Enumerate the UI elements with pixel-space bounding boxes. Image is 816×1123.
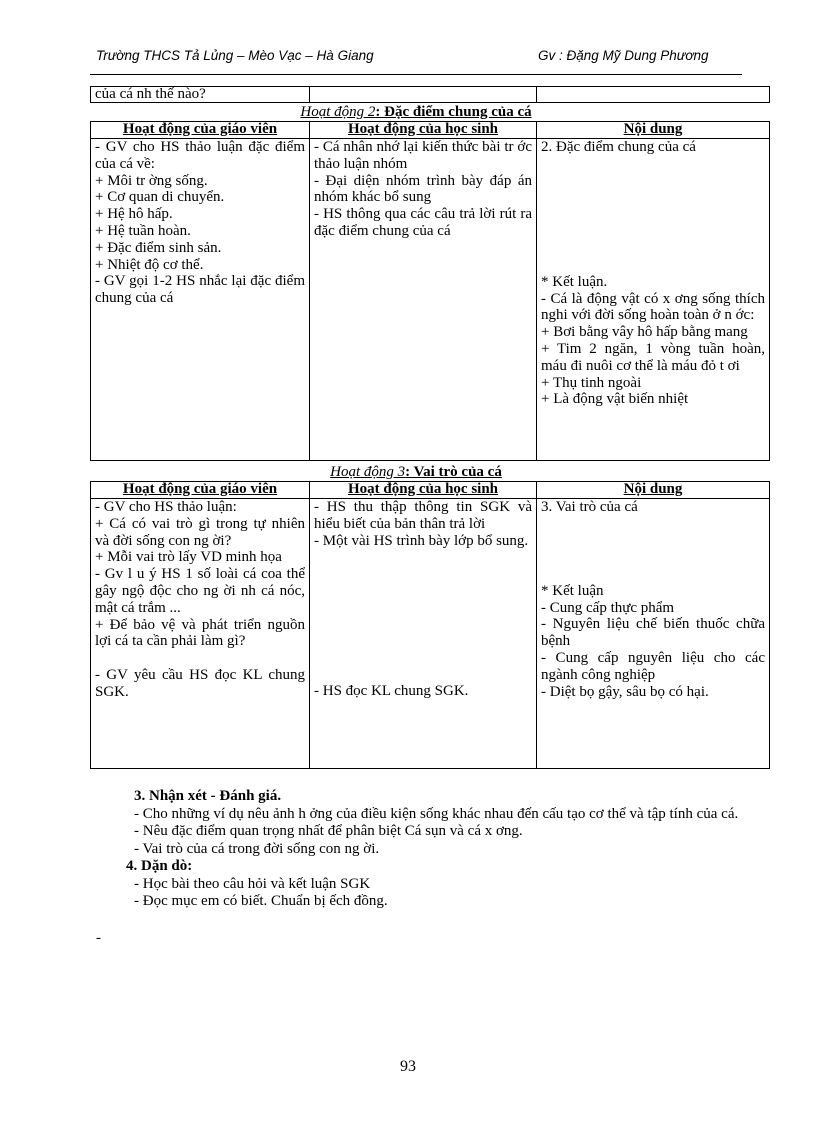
activity2-content-cell: 2. Đặc điểm chung của cá * Kết luận. - Cá là động vật có x ơng sống thích nghi với đời sống hoàn toàn ở n ớc: + Bơi bằng vây hô hấp bằng mang + Tim 2 ngăn, 1 vòng tuần hoàn, máu đi nuôi cơ thể là máu đỏ t ơi + Thụ tinh ngoài + Là động vật biến nhiệt <box>537 139 770 461</box>
activity2-table <box>90 121 770 461</box>
stray-dash: - <box>96 930 101 946</box>
school-name: Trường THCS Tả Lủng – Mèo Vạc – Hà Giang <box>96 48 374 63</box>
section4-item-1: - Học bài theo câu hỏi và kết luận SGK <box>134 875 371 892</box>
section3-item-3: - Vai trò của cá trong đời sống con ng ời. <box>134 840 380 857</box>
section4-title: 4. Dặn dò: <box>126 858 193 874</box>
remnant-cell-3 <box>537 87 770 103</box>
activity3-table <box>90 481 770 769</box>
activity3-title: Hoạt động 3: Vai trò của cá <box>330 464 502 480</box>
section3-item-1: - Cho những ví dụ nêu ảnh h ởng của điều kiện sống khác nhau đến cấu tạo cơ thể và tập tính của cá. <box>134 805 739 822</box>
activity2-title: Hoạt động 2: Đặc điểm chung của cá <box>300 104 532 120</box>
closing-sections <box>96 788 746 911</box>
activity3-student-cell: - HS thu thập thông tin SGK và hiểu biết của bản thân trả lời - Một vài HS trình bày lớp bổ sung. - HS đọc KL chung SGK. <box>310 499 537 769</box>
header-teacher: Hoạt động của giáo viên <box>91 122 310 139</box>
header-rule <box>90 74 742 75</box>
page-number: 93 <box>400 1058 416 1075</box>
page-header <box>96 48 736 70</box>
header-student: Hoạt động của học sinh <box>310 122 537 139</box>
section4-item-2: - Đọc mục em có biết. Chuẩn bị ếch đồng. <box>134 893 388 909</box>
remnant-cell-2 <box>310 87 537 103</box>
activity2-student-cell: - Cá nhân nhớ lại kiến thức bài tr ớc thảo luận nhóm - Đại diện nhóm trình bày đáp án nhóm khác bổ sung - HS thông qua các câu trả lời rút ra đặc điểm chung của cá <box>310 139 537 461</box>
previous-table-remnant <box>90 86 770 103</box>
header-content: Nội dung <box>537 122 770 139</box>
activity3-header-row <box>91 482 770 499</box>
header-student: Hoạt động của học sinh <box>310 482 537 499</box>
remnant-cell-1: của cá nh thế nào? <box>91 87 310 103</box>
header-teacher: Hoạt động của giáo viên <box>91 482 310 499</box>
activity3-teacher-cell: - GV cho HS thảo luận: + Cá có vai trò gì trong tự nhiên và đời sống con ng ời? + Mỗi vai trò lấy VD minh họa - Gv l u ý HS 1 số loài cá coa thể gây ngộ độc cho ng ời nh cá nóc, mật cá trắm ... + Để bảo vệ và phát triển nguồn lợi cá ta cần phải làm gì? - GV yêu cầu HS đọc KL chung SGK. <box>91 499 310 769</box>
activity2-teacher-cell: - GV cho HS thảo luận đặc điểm của cá về: + Môi tr ờng sống. + Cơ quan di chuyển. + Hệ hô hấp. + Hệ tuần hoàn. + Đặc điểm sinh sản. + Nhiệt độ cơ thể. - GV gọi 1-2 HS nhắc lại đặc điểm chung của cá <box>91 139 310 461</box>
teacher-name: Gv : Đặng Mỹ Dung Phương <box>538 48 709 63</box>
activity3-content-cell: 3. Vai trò của cá * Kết luận - Cung cấp thực phẩm - Nguyên liệu chế biến thuốc chữa bệnh - Cung cấp nguyên liệu cho các ngành công nghiệp - Diệt bọ gậy, sâu bọ có hại. <box>537 499 770 769</box>
activity2-header-row <box>91 122 770 139</box>
header-content: Nội dung <box>537 482 770 499</box>
section3-item-2: - Nêu đặc điểm quan trọng nhất để phân biệt Cá sụn và cá x ơng. <box>134 823 523 839</box>
activity2-body-row <box>91 139 770 461</box>
section3-title: 3. Nhận xét - Đánh giá. <box>134 788 282 804</box>
activity3-body-row <box>91 499 770 769</box>
